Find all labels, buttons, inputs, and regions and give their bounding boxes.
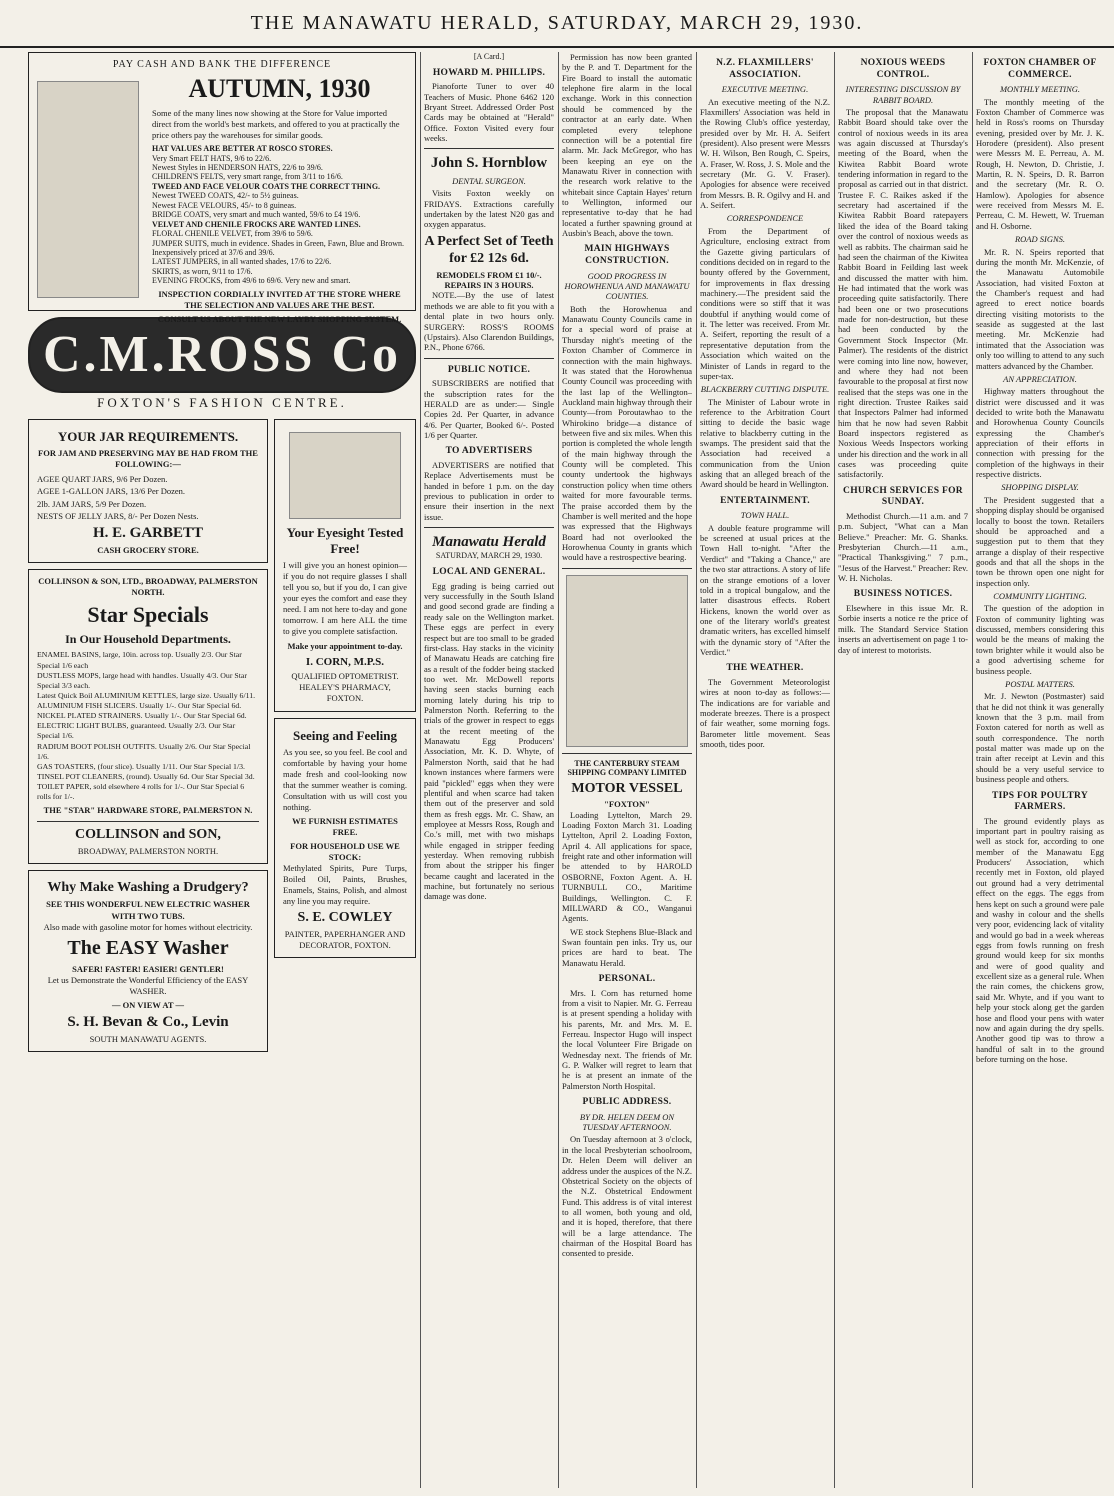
rosco-line: EVENING FROCKS, from 49/6 to 69/6. Very new and smart. xyxy=(152,276,351,286)
shopping-head: SHOPPING DISPLAY. xyxy=(1001,482,1079,493)
remodels: REMODELS FROM £1 10/-. REPAIRS IN 3 HOURS. xyxy=(436,269,542,291)
road-signs-body: Mr. R. N. Speirs reported that during the month Mr. McKenzie, of the Manawatu Automobile Association, had visited Foxton at the Chamber's request and had agreed to erect notice boards directing visiting motorists to the seaside as suggested at the last meeting. Mr. McKenzie had intimated that the Association was only too willing to attend to any such matters advanced by the Chamber. xyxy=(976,246,1104,371)
highway-head: MAIN HIGHWAYS CONSTRUCTION. xyxy=(584,244,670,267)
entertainment-head: ENTERTAINMENT. xyxy=(720,495,810,506)
collinson-item: NICKEL PLATED STRAINERS. Usually 1/-. Our Star Special 6d. xyxy=(37,711,247,721)
rosco-line: BRIDGE COATS, very smart and much wanted, 59/6 to £4 19/6. xyxy=(152,210,361,220)
rosco-tag: PAY CASH AND BANK THE DIFFERENCE xyxy=(112,59,332,70)
chamber-sub: MONTHLY MEETING. xyxy=(999,84,1081,95)
collinson-item: TINSEL POT CLEANERS, (round). Usually 6d. Our Star Special 3d. xyxy=(37,771,255,781)
card-label: [A Card.] xyxy=(473,52,505,61)
rosco-title: AUTUMN, 1930 xyxy=(188,74,371,103)
collinson-item: GAS TOASTERS, (four slice). Usually 1/11. Our Star Special 1/3. xyxy=(37,761,245,771)
ross-tagline: FOXTON'S FASHION CENTRE. xyxy=(97,395,347,410)
collinson-head: COLLINSON & SON, LTD., BROADWAY, PALMERSTON NORTH. xyxy=(38,576,258,598)
noxious-head: NOXIOUS WEEDS CONTROL. xyxy=(860,58,946,80)
teeth-body: NOTE.—By the use of latest methods we are able to fit you with a dental plate in two hours only. SURGERY: ROSS'S ROOMS (Upstairs). Also Clarendon Buildings, P.N., Phone 6766. xyxy=(424,290,554,353)
masthead: THE MANAWATU HERALD, SATURDAY, MARCH 29, 1930. xyxy=(0,0,1114,48)
woman-illustration xyxy=(566,575,688,747)
local-general-body: Egg grading is being carried out very successfully in the South Island and good second grade are finding a ready sale on the Wellington market. These eggs are perfect in every respect but are too small to be graded first-class. Hay stacks in the vicinity of Manawatu Heads are catching fire as a result of the fodder being stacked too wet. Mr. McDowell reports having seen stacks burning each morning lately during his trip to Palmerston North. Referring to the trials of the grower in respect to eggs at the recent meeting of the Manawatu Egg Producers' Association, Mr. K. D. Whyte, of Palmerston North, said that he had known instances where farmers were paid "pickled" eggs when they were plentiful and when scarce had taken them out of the preserver and sold them as fresh eggs. Mr. C. Shaw, an employee at Messrs Ross, Rough and Co.'s mill, met with two mishaps while engaged in stripper feeding yesterday. When removing rubbish from about the stripper his finger became caught and lacerated in the machine, but fortunately no serious damage was done. xyxy=(424,580,554,902)
steamer-vessel: "FOXTON" xyxy=(604,799,650,810)
flax-sub: EXECUTIVE MEETING. xyxy=(721,84,809,95)
garbett-sub: FOR JAM AND PRESERVING MAY BE HAD FROM THE FOLLOWING:— xyxy=(38,448,258,470)
garbett-store: CASH GROCERY STORE. xyxy=(97,545,199,556)
poultry-head: TIPS FOR POULTRY FARMERS. xyxy=(992,790,1088,813)
garbett-title: YOUR JAR REQUIREMENTS. xyxy=(57,429,239,444)
business-body: Elsewhere in this issue Mr. R. Sorbie inserts a notice re the price of milk. The Standard Service Station inserts an advertisement on page 1 to-day of interest to motorists. xyxy=(838,603,968,655)
column-6 xyxy=(838,52,968,1488)
correspondence-head: CORRESPONDENCE xyxy=(726,213,804,224)
hornblow-body: Visits Foxton weekly on FRIDAYS. Extractions carefully undertaken by the latest N20 gas and oxygen apparatus. xyxy=(424,188,554,230)
rosco-lines xyxy=(152,144,407,286)
rosco-line: LATEST JUMPERS, in all wanted shades, 17/6 to 22/6. xyxy=(152,257,332,267)
collinson-sub: In Our Household Departments. xyxy=(65,632,231,647)
easy-dealer: S. H. Bevan & Co., Levin xyxy=(67,1013,229,1030)
blackberry-body: The Minister of Labour wrote in reference to the Arbitration Court sitting to decide the basic wage relative to blackberry cutting in the swamps. The president said that the Association had received a communication from the Union asking that an alleged breach of the Award should be heard in Wellington. xyxy=(700,396,830,490)
hornblow-title: DENTAL SURGEON. xyxy=(452,175,526,186)
herald-nameplate: Manawatu Herald xyxy=(432,534,546,551)
highway-body: Both the Horowhenua and Manawatu County Councils came in for a special word of praise at Thursday night's meeting of the Foxton Chamber of Commerce in connection with the main highways. It was stated that the Horowhenua County Council was proceeding with the last lap of the Wellington–Auckland main highway through their County—from Poroutawhao to the Whirokino bridge—a distance of between five and six miles. When this portion is completed the whole length of the main highway through the County will be completed. This county undertook the highways construction policy when time others waited for more favourable terms. The praise accorded them by the Chamber is well merited and the hope was expressed that the Highways Board had not overlooked the Horowhenua County in grants which would have a restrospective bearing. xyxy=(562,303,692,563)
public-notice-head: PUBLIC NOTICE. xyxy=(447,364,531,375)
corn-eyesight-ad xyxy=(274,419,416,712)
flax-head: N.Z. FLAXMILLERS' ASSOCIATION. xyxy=(716,58,814,80)
blackberry-head: BLACKBERRY CUTTING DISPUTE. xyxy=(700,384,830,395)
rosco-intro: Some of the many lines now showing at the Store for Value imported direct from the world's best markets, and offered to you at practically the price others pay the warehouses for similar goods. xyxy=(152,108,400,141)
corn-appt: Make your appointment to-day. xyxy=(287,641,403,652)
easy-alt: Also made with gasoline motor for homes without electricity. xyxy=(43,921,253,932)
flax-body: An executive meeting of the N.Z. Flaxmillers' Association was held in the Rowing Club's office yesterday, presided over by Mr. H. A. Seifert (president). Also present were Messrs W. H. Wilson, Ben Rough, C. Speirs, A. Fraser, W. Ross, J. S. Mole and the secretary (Mr. G. V. Fraser). Apologies for absence were received from Messrs. B. R. Ogilvy and H. and A. Seifert. xyxy=(700,96,830,211)
garbett-item: AGEE 1-GALLON JARS, 13/6 Per Dozen. xyxy=(37,486,186,497)
postal-head: POSTAL MATTERS. xyxy=(1005,678,1075,689)
steamer-head: THE CANTERBURY STEAM SHIPPING COMPANY LIMITED xyxy=(567,758,687,778)
collinson-foot: THE "STAR" HARDWARE STORE, PALMERSTON N. xyxy=(43,805,253,816)
column-4 xyxy=(562,52,692,1488)
phillips-body: Pianoforte Tuner to over 40 Teachers of Music. Phone 6462 120 Bryant Street. Addressed Order Post Cards may be obtained at "Herald" Office. Foxton Visited every four weeks. xyxy=(424,81,554,144)
phillips-name: HOWARD M. PHILLIPS. xyxy=(432,67,546,78)
public-notice-body: SUBSCRIBERS are notified that the subscription rates for the HERALD are as under:— Single Copies 2d. Per Quarter, in advance 4/6. Per Quarter, Booked 6/-. Posted 1/6 per Quarter. xyxy=(424,378,554,440)
collinson-title: Star Specials xyxy=(87,602,209,628)
advertisers-body: ADVERTISERS are notified that Replace Advertisements must be handed in before 1 p.m. on the day previous to publication in order to ensure their insertion in the next issue. xyxy=(424,459,554,522)
easy-agents: SOUTH MANAWATU AGENTS. xyxy=(89,1033,207,1044)
appreciation-head: AN APPRECIATION. xyxy=(1003,373,1077,384)
easy-demo: Let us Demonstrate the Wonderful Efficiency of the EASY WASHER. xyxy=(47,974,249,996)
herald-date: SATURDAY, MARCH 29, 1930. xyxy=(435,551,543,561)
chamber-body: The monthly meeting of the Foxton Chamber of Commerce was held in Ross's rooms on Thursday evening, presided over by Mr. J. K. Horodere (president). Also present were Messrs M. E. Perreau, A. M. Rough, H. Newton, D. Christie, J. Martin, R. N. Speirs, D. R. Barron and the secretary (Mr. R. O. Hamlow). Apologies for absence were received from Messrs M. E. Perreau, C. M. Hewett, W. Trueman and H. Osborne. xyxy=(976,96,1104,231)
corn-title: Your Eyesight Tested Free! xyxy=(286,525,404,556)
corn-addr: QUALIFIED OPTOMETRIST. HEALEY'S PHARMACY, FOXTON. xyxy=(291,671,399,704)
fire-alarm-article: Permission has now been granted by the P. and T. Department for the Fire Board to install the automatic telephone fire alarm in the local exchange. Work in this connection should be commenced by the contractor at an early date. When completed every telephone connection will be a potential fire alarm. Mr. Jack McGregor, who has been keeping an eye on the Manawatu River in connection with the research work relative to the whitebait since Captain Hayes' return to Wellington, informed our representative to-day that he had located a further spawning ground at Ausbin's Beach, above the town. xyxy=(562,52,692,239)
teeth-headline: A Perfect Set of Teeth for £2 12s 6d. xyxy=(424,233,554,266)
shopping-body: The President suggested that a shopping display should be organised locally to boost the town. Retailers should be approached and a suggestion put to them that they arrange a display of their respective goods and that all the shops in the town be thrown open one night for inspection only. xyxy=(976,494,1104,588)
fashion-illustration xyxy=(37,81,139,298)
church-head: CHURCH SERVICES FOR SUNDAY. xyxy=(843,485,963,508)
local-general-head: LOCAL AND GENERAL. xyxy=(432,567,546,578)
collinson-addr: BROADWAY, PALMERSTON NORTH. xyxy=(77,846,219,857)
weather-head: THE WEATHER. xyxy=(726,663,804,674)
garbett-ad xyxy=(28,419,268,563)
easy-washer-ad xyxy=(28,870,268,1051)
public-address-body: On Tuesday afternoon at 3 o'clock, in the local Presbyterian schoolroom, Dr. Helen Deem will deliver an address under the auspices of the N.Z. Obstetrical Society on the objects of the N.Z. Obstetrical Endowment Fund. This address is of vital interest to all women, both young and old, and it is hoped, therefore, that there will be a large attendance. The chairman of the Hospital Board has consented to preside. xyxy=(562,1134,692,1259)
chamber-head: FOXTON CHAMBER OF COMMERCE. xyxy=(983,58,1097,80)
noxious-sub: INTERESTING DISCUSSION BY RABBIT BOARD. xyxy=(845,84,961,105)
collinson-ad xyxy=(28,569,268,864)
cowley-estimates: WE FURNISH ESTIMATES FREE. xyxy=(292,815,398,837)
cowley-body: As you see, so you feel. Be cool and comfortable by having your home made fresh and cool-looking now that the summer weather is coming. Consultation with us will cost you nothing. xyxy=(283,746,407,812)
rosco-line: HAT VALUES ARE BETTER AT ROSCO STORES. xyxy=(152,144,333,154)
rosco-line: Newest Styles in HENDERSON HATS, 22/6 to 39/6. xyxy=(152,163,323,173)
rosco-autumn-ad xyxy=(28,52,416,324)
left-ads-column xyxy=(28,52,416,1058)
cowley-ad xyxy=(274,718,416,959)
easy-title: Why Make Washing a Drudgery? xyxy=(47,880,249,896)
hornblow-name: John S. Hornblow xyxy=(430,155,548,172)
rosco-line: TWEED AND FACE VELOUR COATS THE CORRECT THING. xyxy=(152,181,381,191)
church-body: Methodist Church.—11 a.m. and 7 p.m. Subject, "What can a Man Believe." Preacher: Mr. G. Shanks. Presbyterian Church.—11 a.m., "Practical Thanksgiving." 7 p.m., "Jesus of the Harvest." Preacher: Rev. W. H. Nicholas. xyxy=(838,510,968,584)
public-address-head: PUBLIC ADDRESS. xyxy=(582,1097,672,1108)
easy-name: The EASY Washer xyxy=(67,936,229,959)
business-head: BUSINESS NOTICES. xyxy=(853,589,953,600)
rosco-line: Newest FACE VELOURS, 45/- to 8 guineas. xyxy=(152,200,297,210)
garbett-items xyxy=(37,473,259,522)
column-7 xyxy=(976,52,1104,1488)
correspondence-body: From the Department of Agriculture, enclosing extract from the Gazette giving particulars of conditions decided on in regard to the bounty offered by the Government, for improvements in flax dressing machinery.—The president said the conditions were so stiff that it was doubtful if anything would come of it. The letter was received. From Mr. A. Seifert, reporting the result of a representative deputation from the Association which waited on the Minister of Lands in regard to the super-tax. xyxy=(700,225,830,381)
postal-body: Mr. J. Newton (Postmaster) said that he did not think it was generally known that the 3 p.m. mail from Foxton catered for north as well as south correspondence. The north postal matter was made up on the train after receipt at Levin and this should be a very useful service to business people and others. xyxy=(976,691,1104,785)
collinson-item: ENAMEL BASINS, large, 10in. across top. Usually 2/3. Our Star Special 1/6 each xyxy=(37,650,242,670)
garbett-item: AGEE QUART JARS, 9/6 Per Dozen. xyxy=(37,474,168,485)
entertainment-body: A double feature programme will be screened at usual prices at the Town Hall to-night. "After the Verdict" and "Taking a Chance," are the two star attractions. A story of life on the strange emotions of a lover told in a tropical bungalow, and the latter disastrous effects. Robert Hickens, known the world over as one of the literary world's greatest dramatic writers, has excelled himself with the dynamic story of "After the Verdict." xyxy=(700,522,830,658)
rosco-inspection: INSPECTION CORDIALLY INVITED AT THE STORE WHERE THE SELECTION AND VALUES ARE THE BEST. xyxy=(158,288,401,310)
poultry-body: The ground evidently plays as important part in poultry raising as well as stock for, according to one member of the Manawatu Egg Producers' Association, which recently met in Foxton, old played out ground had a very detrimental effect on the eggs. The eggs from hens kept on such a ground were pale and washy in colour and the shells very poor, evidencing lack of vitality and would go bad in a week whereas eggs from fowls running on fresh ground would keep for six months and were of good quality and excellent size as a general rule. When the rain comes, the chickens grow, said Mr. Whyte, and if you want to help your stock along get the garden hose and flood your pens with water now and again during the dry spells. Another good tip was to throw a handful of salt in to the ground before turning on the hose. xyxy=(976,815,1104,1064)
collinson-item: Latest Quick Boil ALUMINIUM KETTLES, large size. Usually 6/11. xyxy=(37,690,256,700)
ross-logo: C.M.ROSS Co xyxy=(28,317,416,393)
rosco-line: CHILDREN'S FELTS, very smart range, from 3/11 to 16/6. xyxy=(152,172,343,182)
rosco-line: JUMPER SUITS, much in evidence. Shades in Green, Fawn, Blue and Brown. Inexpensively priced at 37/6 and 39/6. xyxy=(152,238,404,257)
steamer-body: Loading Lyttelton, March 29. Loading Foxton March 31. Loading Lyttelton, April 2. Loading Foxton, April 4. All applications for space, freight rate and other information will be attended to by HAROLD OSBORNE, Foxton Agent. A. H. TURNBULL CO., Maritime Buildings, Wellington. C. F. MILLWARD & CO., Wanganui Agents. xyxy=(562,809,692,924)
easy-sub: SEE THIS WONDERFUL NEW ELECTRIC WASHER WITH TWO TUBS. xyxy=(46,899,250,921)
highway-sub: GOOD PROGRESS IN HOROWHENUA AND MANAWATU COUNTIES. xyxy=(564,270,690,302)
garbett-item: 2lb. JAM JARS, 5/9 Per Dozen. xyxy=(37,498,147,509)
cowley-stock: Methylated Spirits, Pure Turps, Boiled Oil, Paints, Brushes, Enamels, Stains, Polish, and almost any line you may require. xyxy=(283,862,407,907)
personal-body: Mrs. I. Corn has returned home from a visit to Napier. Mr. G. Ferreau is at present spending a holiday with his parents, Mr. and Mrs. M. E. Ferreau. Inspector Hugo will inspect the local Volunteer Fire Brigade on Wednesday next. The friends of Mr. G. P. Walker will regret to learn that he is at present an inmate of the Palmerston North Hospital. xyxy=(562,987,692,1091)
entertainment-sub: TOWN HALL. xyxy=(740,510,790,521)
easy-slogan: SAFER! FASTER! EASIER! GENTLER! xyxy=(72,963,224,974)
collinson-item: ELECTRIC LIGHT BULBS, guaranteed. Usually 2/3. Our Star Special 1/6. xyxy=(37,721,236,741)
cowley-household: FOR HOUSEHOLD USE WE STOCK: xyxy=(290,840,400,862)
noxious-body: The proposal that the Manawatu Rabbit Board should take over the control of noxious weeds in its area was again discussed at Thursday's meeting of the Board, when the Kiwitea Rabbit Board wrote tendering information in regard to the proposal as carried out in that district. Trustee F. C. Raikes asked if the secretary had ascertained if the Kiwitea Rabbit Board ratepayers liked the idea of the Board taking over the control of noxious weeds as well as rabbits. The chairman said he had seen the chairman of the Kiwitea Rabbit Board in Feilding last week and discussed the matter with him. He had intimated that the work was proceeding quite satisfactorily. There had been one or two prosecutions made for non-destruction, but these had been conducted by the Government Stock Inspector (Mr. Palmer). The residents of the district were coming into line now, however, and where they had not been favourable to the proposal at first now realised that the steps was one in the right direction. Trustee Raikes said that Inspectors Palmer had informed him that he now had seven Rabbit Board inspectors registered as Noxious Weeds Inspectors working under his direction and the work in all cases was proceeding quite satisfactorily. xyxy=(838,106,968,480)
column-5 xyxy=(700,52,830,1488)
collinson-name: COLLINSON and SON, xyxy=(75,827,221,843)
collinson-item: DUSTLESS MOPS, large head with handles. Usually 4/3. Our Star Special 3/3 each. xyxy=(37,670,247,690)
rosco-line: Very Smart FELT HATS, 9/6 to 22/6. xyxy=(152,153,272,163)
cowley-trade: PAINTER, PAPERHANGER AND DECORATOR, FOXTON. xyxy=(284,929,406,951)
rosco-line: VELVET AND CHENILE FROCKS ARE WANTED LINES. xyxy=(152,219,361,229)
rosco-line: SKIRTS, as worn, 9/11 to 17/6. xyxy=(152,266,253,276)
garbett-item: NESTS OF JELLY JARS, 8/- Per Dozen Nests. xyxy=(37,511,199,522)
cowley-name: S. E. COWLEY xyxy=(297,910,393,926)
collinson-items xyxy=(37,650,259,802)
collinson-item: RADIUM BOOT POLISH OUTFITS. Usually 2/6. Our Star Special 1/6. xyxy=(37,741,251,761)
eyesight-illustration xyxy=(289,432,401,519)
road-signs-head: ROAD SIGNS. xyxy=(1014,234,1066,245)
personal-head: PERSONAL. xyxy=(598,974,656,985)
garbett-name: H. E. GARBETT xyxy=(92,525,204,542)
weather-body: The Government Meteorologist wires at noon to-day as follows:—The indications are for variable and moderate breezes. There is a prospect of fair weather, some morning fogs. Barometer little movement. Seas smooth, tides poor. xyxy=(700,677,830,750)
collinson-item: ALUMINIUM FISH SLICERS. Usually 1/-. Our Star Special 6d. xyxy=(37,701,242,711)
rosco-layby: CONSULT US ABOUT THE NEW LAYBY SHOPPING SYSTEM. xyxy=(157,313,402,324)
lighting-body: The question of the adoption in Foxton of community lighting was discussed, members considering this would be the means of making the town brighter while it would also be a good advertising scheme for business people. xyxy=(976,603,1104,676)
easy-view: — ON VIEW AT — xyxy=(111,999,185,1010)
steamer-title: MOTOR VESSEL xyxy=(571,781,683,797)
rosco-line: Newest TWEED COATS, 42/- to 5½ guineas. xyxy=(152,191,299,201)
cowley-title: Seeing and Feeling xyxy=(292,727,397,743)
column-3 xyxy=(424,52,554,1488)
collinson-item: TOILET PAPER, sold elsewhere 4 rolls for 1/-. Our Star Special 6 rolls for 1/-. xyxy=(37,782,245,802)
lighting-head: COMMUNITY LIGHTING. xyxy=(993,591,1087,602)
appreciation-body: Highway matters throughout the district were discussed and it was decided to write both the Manawatu and Horowhenua County Councils expressing the Chamber's appreciation of their efforts in connection with pressing for the completion of the highways in their respective districts. xyxy=(976,386,1104,480)
advertisers-head: TO ADVERTISERS xyxy=(445,446,533,457)
public-address-sub: BY DR. HELEN DEEM ON TUESDAY AFTERNOON. xyxy=(579,1111,675,1133)
corn-body: I will give you an honest opinion—if you do not require glasses I shall tell you so, but if you do, I can give your eyes the comfort and ease they need. I am not here to-day and gone tomorrow. I am here ALL the time to give you complete satisfaction. xyxy=(283,560,407,637)
rosco-line: FLORAL CHENILE VELVET, from 39/6 to 59/6. xyxy=(152,229,313,239)
corn-name: I. CORN, M.P.S. xyxy=(305,656,385,669)
ink-notice: WE stock Stephens Blue-Black and Swan fountain pen inks. Try us, our prices are hard to beat. The Manawatu Herald. xyxy=(562,926,692,968)
